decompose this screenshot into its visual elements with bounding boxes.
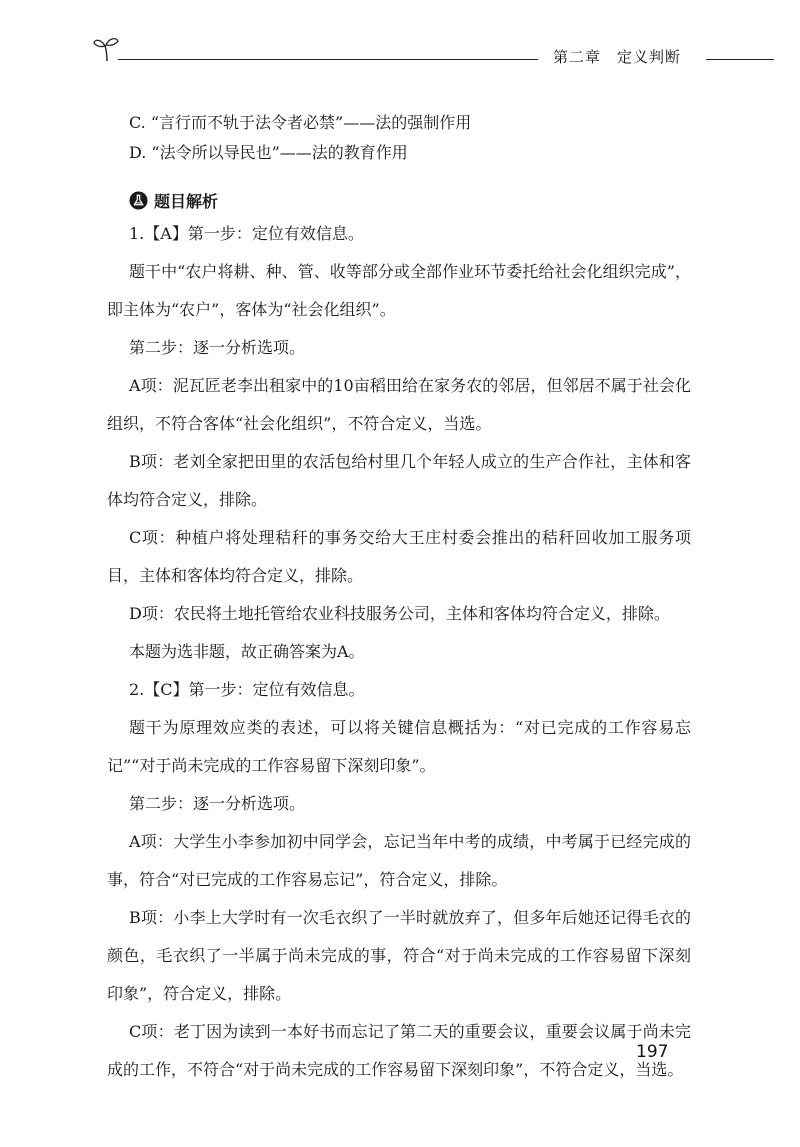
analysis-paragraph: C项：种植户将处理秸秆的事务交给大王庄村委会推出的秸秆回收加工服务项目，主体和客体均符合定义，排除。 — [107, 528, 691, 585]
page-header — [0, 30, 800, 70]
analysis-paragraph: A项：泥瓦匠老李出租家中的10亩稻田给在家务农的邻居，但邻居不属于社会化组织，不符合客体“社会化组织”，不符合定义，当选。 — [107, 376, 691, 433]
page-number: 197 — [636, 1042, 669, 1062]
chemistry-flask-icon — [129, 191, 148, 210]
section-heading — [129, 185, 691, 215]
option-c: C. “言行而不轨于法令者必禁”——法的强制作用 — [129, 113, 472, 132]
chapter-title: 第二章 定义判断 — [553, 48, 682, 66]
header-rule — [706, 59, 774, 60]
analysis-paragraph: 1.【A】第一步：定位有效信息。 — [129, 224, 364, 243]
analysis-paragraph: 题干为原理效应类的表述，可以将关键信息概括为：“对已完成的工作容易忘记”“对于尚未完成的工作容易留下深刻印象”。 — [107, 718, 691, 775]
analysis-paragraph: D项：农民将土地托管给农业科技服务公司，主体和客体均符合定义，排除。 — [129, 604, 670, 623]
page-content — [107, 108, 691, 1089]
analysis-paragraph: 题干中“农户将耕、种、管、收等部分或全部作业环节委托给社会化组织完成”，即主体为“农户”，客体为“社会化组织”。 — [107, 262, 691, 319]
analysis-paragraph: A项：大学生小李参加初中同学会，忘记当年中考的成绩，中考属于已经完成的事，符合“对已完成的工作容易忘记”，符合定义，排除。 — [107, 832, 691, 889]
analysis-paragraph: B项：小李上大学时有一次毛衣织了一半时就放弃了，但多年后她还记得毛衣的颜色，毛衣织了一半属于尚未完成的事，符合“对于尚未完成的工作容易留下深刻印象”，符合定义，排除。 — [107, 908, 691, 1003]
analysis-paragraph: C项：老丁因为读到一本好书而忘记了第二天的重要会议，重要会议属于尚未完成的工作，不符合“对于尚未完成的工作容易留下深刻印象”，不符合定义，当选。 — [107, 1022, 691, 1079]
analysis-paragraph: 2.【C】第一步：定位有效信息。 — [129, 680, 365, 699]
analysis-paragraph: 本题为选非题，故正确答案为A。 — [129, 642, 365, 661]
analysis-paragraph: 第二步：逐一分析选项。 — [129, 794, 306, 813]
analysis-paragraph: B项：老刘全家把田里的农活包给村里几个年轻人成立的生产合作社，主体和客体均符合定义，排除。 — [107, 452, 691, 509]
option-d: D. “法令所以导民也”——法的教育作用 — [129, 143, 408, 162]
analysis-paragraph: 第二步：逐一分析选项。 — [129, 338, 306, 357]
section-title: 题目解析 — [154, 191, 219, 211]
header-rule — [118, 59, 538, 60]
